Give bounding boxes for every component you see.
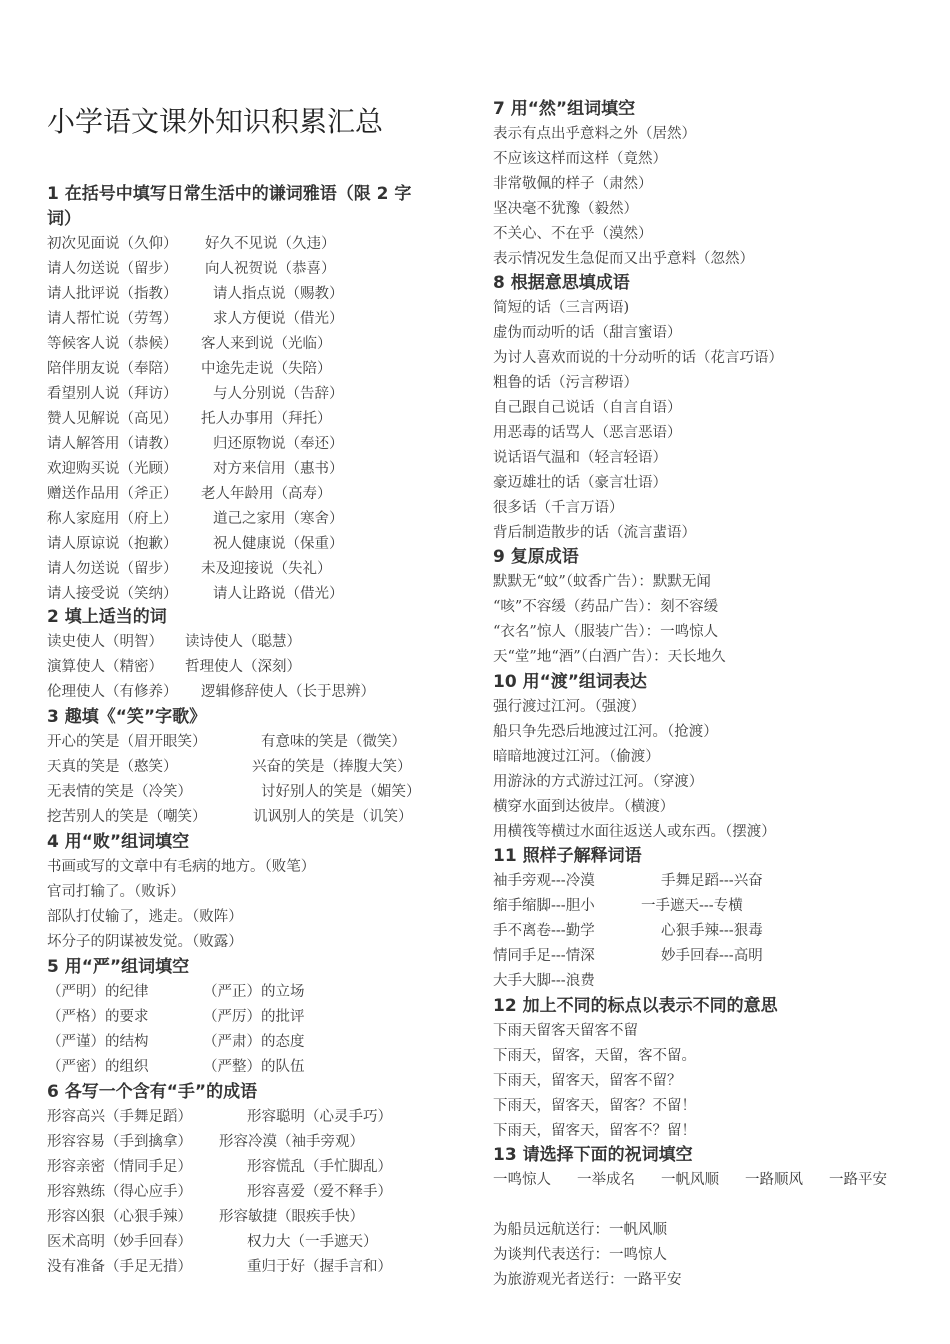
list-item [47,855,467,880]
list-item [47,532,467,557]
item-text: 下雨天，留客天，留客不留？ [493,1073,682,1089]
item-right: 托人办事用（拜托） [201,411,332,427]
list-item [493,869,933,894]
item-text: 天“堂”地“酒”（白酒广告）：天长地久 [493,649,726,665]
item-text: 粗鲁的话（污言秽语） [493,375,638,391]
item-left: 请人原谅说（抱歉） [47,536,178,552]
item-right: 手舞足蹈---兴奋 [661,873,763,889]
list-item [493,471,933,496]
list-item [47,730,467,755]
item-text: 说话语气温和（轻言轻语） [493,450,667,466]
item-left: 陪伴朋友说（奉陪） [47,361,178,377]
item-text: 为船员远航送行：一帆风顺 [493,1222,667,1238]
item-right: 一手遮天---专横 [641,898,743,914]
item-left: 手不离卷---勤学 [493,923,595,939]
section-heading: 13 请选择下面的祝词填空 [493,1145,693,1165]
item-text: 表示情况发生急促而又出乎意料（忽然） [493,251,754,267]
item-text: 简短的话（三言两语) [493,300,630,316]
section-heading: 1 在括号中填写日常生活中的谦词雅语（限 2 字 [47,184,412,204]
item-text: “衣名”惊人（服装广告）：一鸣惊人 [493,624,719,640]
item-left: （严明）的纪律 [47,984,149,1000]
section-s8 [493,271,933,546]
item-left: 形容凶狠（心狠手辣） [47,1209,192,1225]
option-item: 一鸣惊人 [493,1172,551,1188]
list-item [493,496,933,521]
item-left: 请人勿送说（留步） [47,561,178,577]
item-right: 有意味的笑是（微笑） [261,734,406,750]
list-item [493,820,933,845]
list-item [493,1268,933,1293]
blank-line [493,1193,933,1218]
item-text: 为讨人喜欢而说的十分动听的话（花言巧语） [493,350,783,366]
list-item [47,630,467,655]
item-text: 官司打输了。（败诉） [47,884,185,900]
item-right: 权力大（一手遮天） [247,1234,378,1250]
item-text: 不关心、不在乎（漠然） [493,226,653,242]
list-item [47,1230,467,1255]
list-item [47,232,467,257]
list-item [493,222,933,247]
item-right: （严正）的立场 [203,984,305,1000]
section-s2 [47,605,467,705]
list-item [493,919,933,944]
item-text: 非常敬佩的样子（肃然） [493,176,653,192]
list-item [47,382,467,407]
section-s4 [47,830,467,955]
item-right: 请人让路说（借光） [213,586,344,602]
list-item [493,620,933,645]
item-left: 欢迎购买说（光顾） [47,461,178,477]
list-item [493,570,933,595]
item-text: 用恶毒的话骂人（恶言恶语） [493,425,682,441]
list-item [47,407,467,432]
options-row [493,1168,933,1193]
item-right: （严厉）的批评 [203,1009,305,1025]
list-item [47,1130,467,1155]
section-heading: 6 各写一个含有“手”的成语 [47,1082,258,1102]
section-s7 [493,97,933,272]
list-item [47,1180,467,1205]
item-text: 不应该这样而这样（竟然） [493,151,667,167]
item-right: 重归于好（握手言和） [247,1259,392,1275]
item-left: 情同手足---情深 [493,948,595,964]
item-left: 赞人见解说（高见） [47,411,178,427]
list-item [493,795,933,820]
item-right: 请人指点说（赐教） [213,286,344,302]
item-right: 祝人健康说（保重） [213,536,344,552]
item-text: 下雨天，留客，天留，客不留。 [493,1048,696,1064]
list-item [493,147,933,172]
list-item [47,880,467,905]
item-left: 请人解答用（请教） [47,436,178,452]
list-item [47,805,467,830]
section-heading: 7 用“然”组词填空 [493,99,636,119]
item-left: 挖苦别人的笑是（嘲笑） [47,809,207,825]
section-heading: 2 填上适当的词 [47,607,167,627]
list-item [47,457,467,482]
item-right: 对方来信用（惠书） [213,461,344,477]
section-heading: 3 趣填《“笑”字歌》 [47,707,207,727]
item-right: 讥讽别人的笑是（讥笑） [253,809,413,825]
item-right: 道己之家用（寒舍） [213,511,344,527]
item-right: 向人祝贺说（恭喜） [205,261,336,277]
item-left: 伦理使人（有修养） [47,684,178,700]
item-text: 书画或写的文章中有毛病的地方。（败笔） [47,859,316,875]
item-left: 形容容易（手到擒拿） [47,1134,192,1150]
list-item [47,332,467,357]
list-item [493,770,933,795]
list-item [493,446,933,471]
item-right: 未及迎接说（失礼） [201,561,332,577]
item-right: 妙手回春---高明 [661,948,763,964]
item-left: 称人家庭用（府上） [47,511,178,527]
item-text: 用游泳的方式游过江河。（穿渡） [493,774,704,790]
item-right: 与人分别说（告辞） [213,386,344,402]
section-heading: 5 用“严”组词填空 [47,957,190,977]
item-text: 为谈判代表送行：一鸣惊人 [493,1247,667,1263]
item-text: 表示有点出乎意料之外（居然） [493,126,696,142]
list-item [493,645,933,670]
item-right: （严整）的队伍 [203,1059,305,1075]
item-text: 豪迈雄壮的话（豪言壮语） [493,475,667,491]
item-right: 读诗使人（聪慧） [185,634,301,650]
list-item [493,969,933,994]
item-right: 归还原物说（奉还） [213,436,344,452]
list-item [493,595,933,620]
item-left: 缩手缩脚---胆小 [493,898,595,914]
item-text: 坏分子的阴谋被发觉。（败露） [47,934,243,950]
item-text: 默默无“蚊”（蚊香广告）：默默无闻 [493,574,711,590]
list-item [47,557,467,582]
section-s5 [47,955,467,1080]
list-item [493,396,933,421]
list-item [47,1055,467,1080]
item-right: 形容慌乱（手忙脚乱） [247,1159,392,1175]
item-text: “咳”不容缓（药品广告）：刻不容缓 [493,599,719,615]
list-item [493,1119,933,1144]
page-title: 小学语文课外知识积累汇总 [47,105,384,138]
item-text: 虚伪而动听的话（甜言蜜语） [493,325,682,341]
item-right: 逻辑修辞使人（长于思辨） [201,684,375,700]
list-item [47,257,467,282]
item-left: 演算使人（精密） [47,659,163,675]
list-item [493,944,933,969]
list-item [493,1243,933,1268]
list-item [47,582,467,607]
list-item [47,980,467,1005]
item-left: 无表情的笑是（冷笑） [47,784,192,800]
item-left: 等候客人说（恭候） [47,336,178,352]
section-heading: 12 加上不同的标点以表示不同的意思 [493,996,778,1016]
section-s1 [47,182,467,607]
item-text: 横穿水面到达彼岸。（横渡） [493,799,675,815]
item-right: 形容敏捷（眼疾手快） [219,1209,364,1225]
item-left: 请人批评说（指教） [47,286,178,302]
item-left: （严格）的要求 [47,1009,149,1025]
list-item [493,321,933,346]
item-left: 看望别人说（拜访） [47,386,178,402]
section-s3 [47,705,467,830]
list-item [47,357,467,382]
list-item [493,122,933,147]
option-item: 一路顺风 [745,1172,803,1188]
section-s9 [493,545,933,670]
item-right: （严肃）的态度 [203,1034,305,1050]
section-heading-cont: 词） [47,209,81,229]
item-right: 求人方便说（借光） [213,311,344,327]
item-left: 形容熟练（得心应手） [47,1184,192,1200]
list-item [47,307,467,332]
list-item [47,507,467,532]
item-text: 强行渡过江河。（强渡） [493,699,646,715]
section-heading: 4 用“败”组词填空 [47,832,190,852]
section-heading: 10 用“渡”组词表达 [493,672,647,692]
list-item [493,296,933,321]
list-item [493,421,933,446]
item-left: 形容亲密（情同手足） [47,1159,192,1175]
item-right: 讨好别人的笑是（媚笑） [261,784,421,800]
list-item [47,1005,467,1030]
list-item [47,482,467,507]
section-s12 [493,994,933,1144]
list-item [47,282,467,307]
item-text: 用横筏等横过水面往返送人或东西。（摆渡） [493,824,776,840]
list-item [47,1205,467,1230]
list-item [493,1094,933,1119]
item-left: 请人帮忙说（劳驾） [47,311,178,327]
list-item [47,1105,467,1130]
item-left: 请人接受说（笑纳） [47,586,178,602]
list-item [493,371,933,396]
item-right: 中途先走说（失陪） [201,361,332,377]
item-text: 下雨天，留客天，留客？不留！ [493,1098,696,1114]
item-text: 背后制造散步的话（流言蜚语） [493,525,696,541]
list-item [47,930,467,955]
list-item [493,1069,933,1094]
list-item [47,680,467,705]
item-right: 兴奋的笑是（捧腹大笑） [252,759,412,775]
item-left: 大手大脚---浪费 [493,973,595,989]
list-item [493,346,933,371]
list-item [47,1030,467,1055]
item-left: 形容高兴（手舞足蹈） [47,1109,192,1125]
item-left: 天真的笑是（憨笑） [47,759,178,775]
item-text: 船只争先恐后地渡过江河。（抢渡） [493,724,718,740]
item-right: 客人来到说（光临） [201,336,332,352]
item-left: 袖手旁观---冷漠 [493,873,595,889]
item-right: 形容喜爱（爱不释手） [247,1184,392,1200]
section-heading: 11 照样子解释词语 [493,846,642,866]
section-heading: 8 根据意思填成语 [493,273,630,293]
list-item [493,1044,933,1069]
item-left: （严谨）的结构 [47,1034,149,1050]
list-item [47,905,467,930]
list-item [493,1218,933,1243]
list-item [47,1255,467,1280]
item-right: 形容聪明（心灵手巧） [247,1109,392,1125]
item-text: 下雨天留客天留客不留 [493,1023,638,1039]
list-item [493,247,933,272]
item-left: 初次见面说（久仰） [47,236,178,252]
item-right: 形容冷漠（袖手旁观） [219,1134,364,1150]
option-item: 一帆风顺 [661,1172,719,1188]
item-left: 开心的笑是（眉开眼笑） [47,734,207,750]
section-heading: 9 复原成语 [493,547,579,567]
list-item [47,432,467,457]
list-item [493,745,933,770]
option-item: 一路平安 [829,1172,887,1188]
list-item [493,1019,933,1044]
list-item [493,894,933,919]
list-item [47,755,467,780]
option-item: 一举成名 [577,1172,635,1188]
list-item [493,197,933,222]
item-right: 好久不见说（久违） [205,236,336,252]
item-right: 老人年龄用（高寿） [201,486,332,502]
item-text: 为旅游观光者送行：一路平安 [493,1272,682,1288]
list-item [493,521,933,546]
item-text: 暗暗地渡过江河。（偷渡） [493,749,660,765]
list-item [47,1155,467,1180]
item-left: 请人勿送说（留步） [47,261,178,277]
item-right: 哲理使人（深刻） [185,659,301,675]
section-s6 [47,1080,467,1280]
item-left: 医术高明（妙手回春） [47,1234,192,1250]
item-right: 心狠手辣---狠毒 [661,923,763,939]
section-s13 [493,1143,933,1293]
item-text: 很多话（千言万语） [493,500,624,516]
item-text: 部队打仗输了，逃走。（败阵） [47,909,243,925]
list-item [493,695,933,720]
item-text: 自己跟自己说话（自言自语） [493,400,682,416]
item-left: 没有准备（手足无措） [47,1259,192,1275]
list-item [47,780,467,805]
list-item [493,172,933,197]
item-text: 下雨天，留客天，留客不？留！ [493,1123,696,1139]
item-left: 读史使人（明智） [47,634,163,650]
item-text: 坚决毫不犹豫（毅然） [493,201,638,217]
item-left: 赠送作品用（斧正） [47,486,178,502]
list-item [47,655,467,680]
section-s11 [493,844,933,994]
section-s10 [493,670,933,845]
item-left: （严密）的组织 [47,1059,149,1075]
list-item [493,720,933,745]
